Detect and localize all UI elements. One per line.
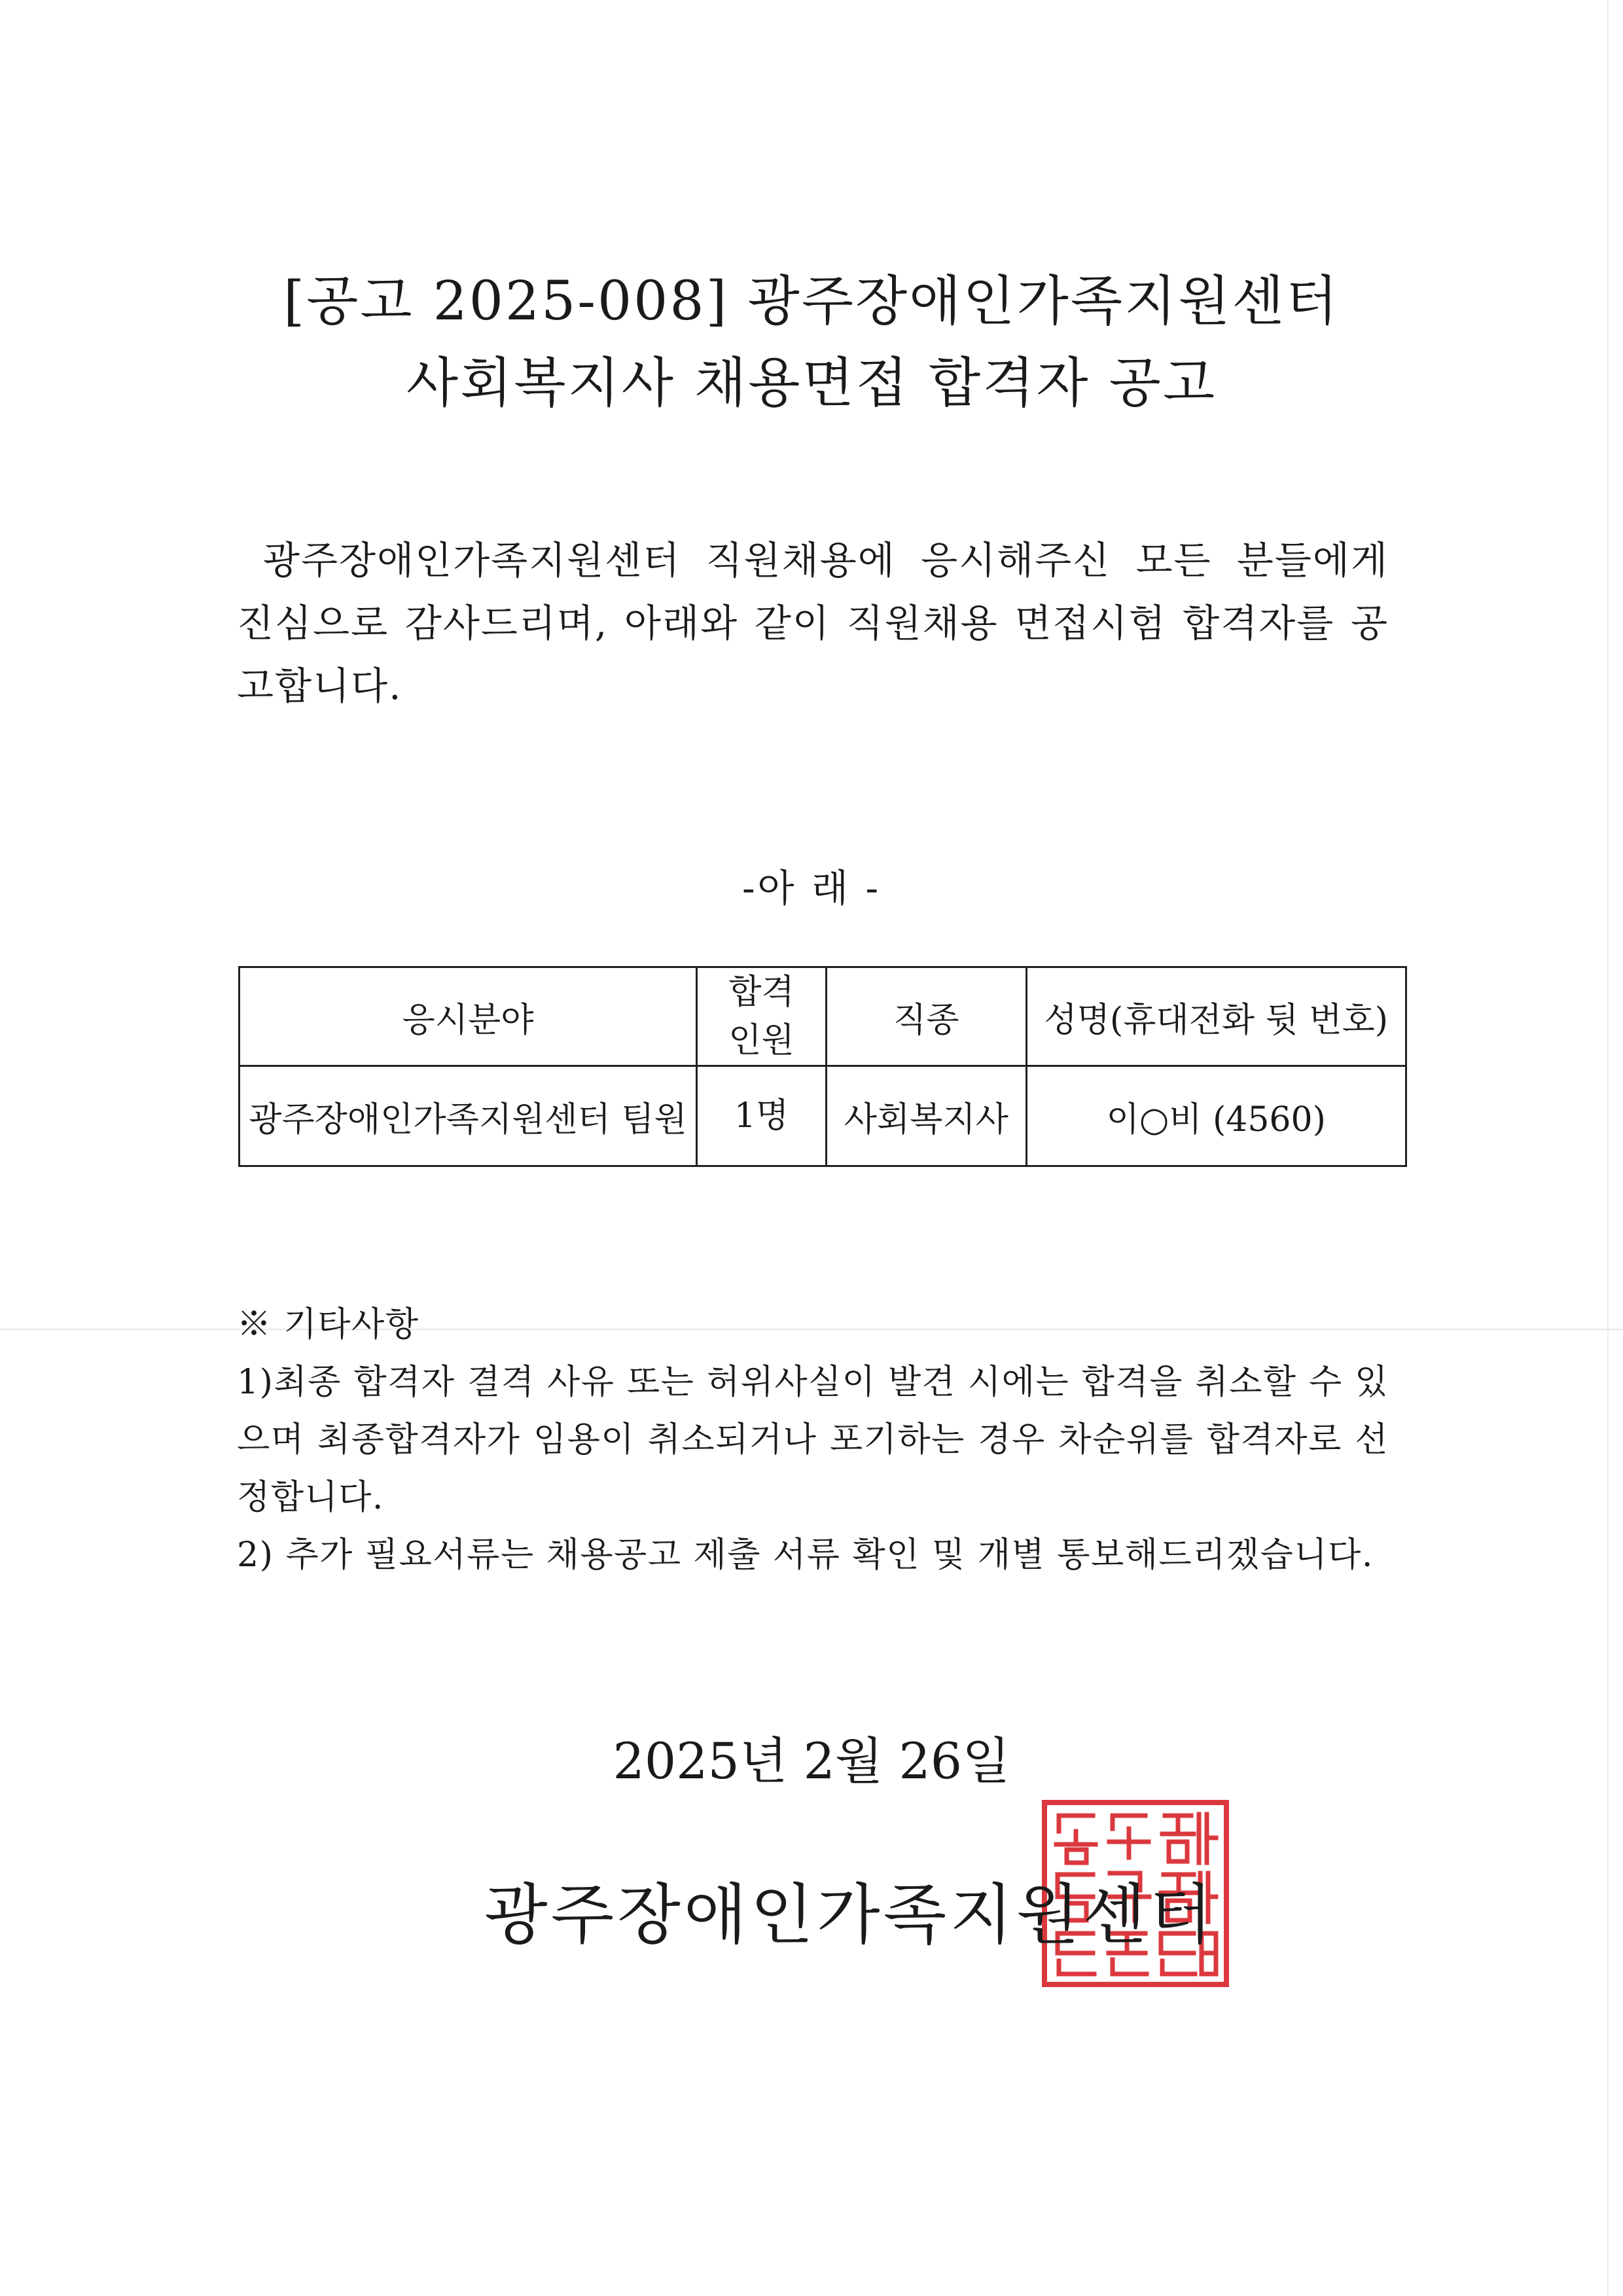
note-item-1: 1)최종 합격자 결격 사유 또는 허위사실이 발견 시에는 합격을 취소할 수 있으며 최종합격자가 임용이 취소되거나 포기하는 경우 차순위를 합격자로 선정합니다. (237, 1363, 1389, 1517)
table-header-row (240, 967, 1406, 1066)
header-job: 직종 (827, 967, 1026, 1066)
result-table (238, 966, 1407, 1167)
notice-title-line1: [공고 2025-008] 광주장애인가족지원센터 (283, 270, 1340, 332)
cell-field: 광주장애인가족지원센터 팀원 (240, 1066, 697, 1166)
cell-count: 1명 (696, 1066, 826, 1166)
note-item-2: 2) 추가 필요서류는 채용공고 제출 서류 확인 및 개별 통보해드리겠습니다. (237, 1535, 1374, 1575)
cell-name: 이○비 (4560) (1026, 1066, 1406, 1166)
header-name: 성명(휴대전화 뒷 번호) (1026, 967, 1406, 1066)
notes-heading: ※ 기타사항 (237, 1305, 419, 1344)
intro-text: 광주장애인가족지원센터 직원채용에 응시해주신 모든 분들에게 진심으로 감사드리며, 아래와 같이 직원채용 면접시험 합격자를 공고합니다. (237, 538, 1389, 708)
notice-date: 2025년 2월 26일 (613, 1732, 1010, 1790)
header-count-line1: 합격 (728, 973, 794, 1012)
notes-section (237, 1296, 1389, 1584)
header-field: 응시분야 (240, 967, 697, 1066)
cell-job: 사회복지사 (827, 1066, 1026, 1166)
intro-paragraph (237, 529, 1389, 717)
annex-label: -아 래 - (741, 866, 882, 910)
organization-name: 광주장애인가족지원센터 (484, 1876, 1216, 1953)
notice-title-line2: 사회복지사 채용면접 합격자 공고 (406, 352, 1217, 414)
header-count (696, 967, 826, 1066)
table-row (240, 1066, 1406, 1166)
header-count-line2: 인원 (728, 1021, 794, 1060)
